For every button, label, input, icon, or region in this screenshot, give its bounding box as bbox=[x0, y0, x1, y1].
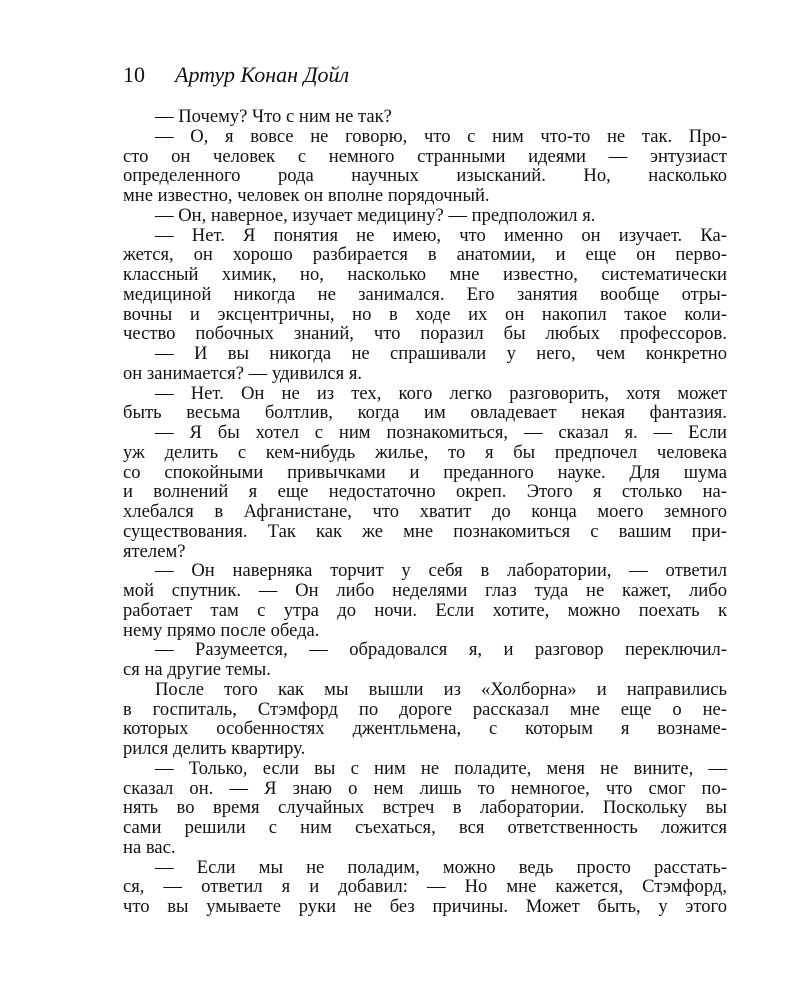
text-line: существования. Так как же мне познакомиться с вашим при- bbox=[123, 520, 727, 542]
text-line: на вас. bbox=[123, 836, 176, 858]
text-line: и волнений я еще недостаточно окреп. Этого я столько на- bbox=[123, 481, 727, 503]
text-line: — Нет. Он не из тех, кого легко разговорить, хотя может bbox=[155, 382, 727, 404]
text-line: — Почему? Что с ним не так? bbox=[155, 106, 392, 127]
text-line: ся на другие темы. bbox=[123, 659, 271, 680]
text-line: — Он, наверное, изучает медицину? — предположил я. bbox=[155, 204, 596, 226]
text-line: что вы умываете руки не без причины. Может быть, у этого bbox=[123, 896, 727, 917]
text-line: определенного рода научных изысканий. Но, насколько bbox=[123, 165, 727, 187]
text-line: — Если мы не поладим, можно ведь просто расстать- bbox=[155, 856, 727, 878]
text-line: которых особенностях джентльмена, с которым я вознаме- bbox=[123, 718, 727, 740]
text-line: рился делить квартиру. bbox=[123, 738, 306, 759]
text-line: вочны и эксцентричны, но в ходе их он накопил такое коли- bbox=[123, 303, 727, 325]
text-line: — О, я вовсе не говорю, что с ним что-то не так. Про- bbox=[155, 125, 727, 147]
running-title: Артур Конан Дойл bbox=[175, 62, 350, 87]
text-line: нему прямо после обеда. bbox=[123, 619, 320, 641]
text-line: нять во время случайных встреч в лаборатории. Поскольку вы bbox=[123, 797, 727, 819]
text-line: — Нет. Я понятия не имею, что именно он изучает. Ка- bbox=[155, 224, 727, 246]
text-line: — Только, если вы с ним не поладите, меня не вините, — bbox=[155, 757, 727, 779]
text-line: мой спутник. — Он либо неделями глаз туда не кажет, либо bbox=[123, 580, 727, 601]
text-line: со спокойными привычками и преданного науке. Для шума bbox=[123, 461, 727, 483]
text-line: быть весьма болтлив, когда им овладевает некая фантазия. bbox=[123, 402, 727, 424]
text-line: ся, — ответил я и добавил: — Но мне кажется, Стэмфорд, bbox=[123, 876, 727, 898]
body-text bbox=[123, 107, 727, 917]
text-line: хлебался в Афганистане, что хватит до конца моего земного bbox=[123, 501, 727, 522]
text-line: ятелем? bbox=[123, 540, 186, 562]
text-line: работает там с утра до ночи. Если хотите, можно поехать к bbox=[123, 599, 727, 621]
text-line: уж делить с кем-нибудь жилье, то я бы предпочел человека bbox=[123, 441, 727, 463]
text-line: сказал он. — Я знаю о нем лишь то немногое, что смог по- bbox=[123, 777, 727, 799]
text-line: чество побочных знаний, что поразил бы любых профессоров. bbox=[123, 323, 727, 345]
text-line: медициной никогда не занимался. Его занятия вообще отры- bbox=[123, 283, 727, 305]
text-line: После того как мы вышли из «Холборна» и направились bbox=[155, 678, 727, 700]
page-number: 10 bbox=[123, 62, 145, 87]
text-line: классный химик, но, насколько мне известно, систематически bbox=[123, 264, 727, 285]
text-line: в госпиталь, Стэмфорд по дороге рассказал мне еще о не- bbox=[123, 698, 727, 720]
text-line: мне известно, человек он вполне порядочный. bbox=[123, 185, 490, 206]
running-header bbox=[123, 62, 349, 88]
text-line: — Я бы хотел с ним познакомиться, — сказал я. — Если bbox=[155, 422, 727, 443]
text-line: жется, он хорошо разбирается в анатомии, и еще он перво- bbox=[123, 244, 727, 266]
text-line: — И вы никогда не спрашивали у него, чем конкретно bbox=[155, 343, 727, 364]
text-line: сто он человек с немного странными идеями — энтузиаст bbox=[123, 145, 727, 167]
text-line: — Он наверняка торчит у себя в лаборатории, — ответил bbox=[155, 560, 727, 582]
text-line: он занимается? — удивился я. bbox=[123, 362, 363, 384]
text-line: сами решили с ним съехаться, вся ответственность ложится bbox=[123, 817, 727, 838]
text-line: — Разумеется, — обрадовался я, и разговор переключил- bbox=[155, 639, 727, 661]
